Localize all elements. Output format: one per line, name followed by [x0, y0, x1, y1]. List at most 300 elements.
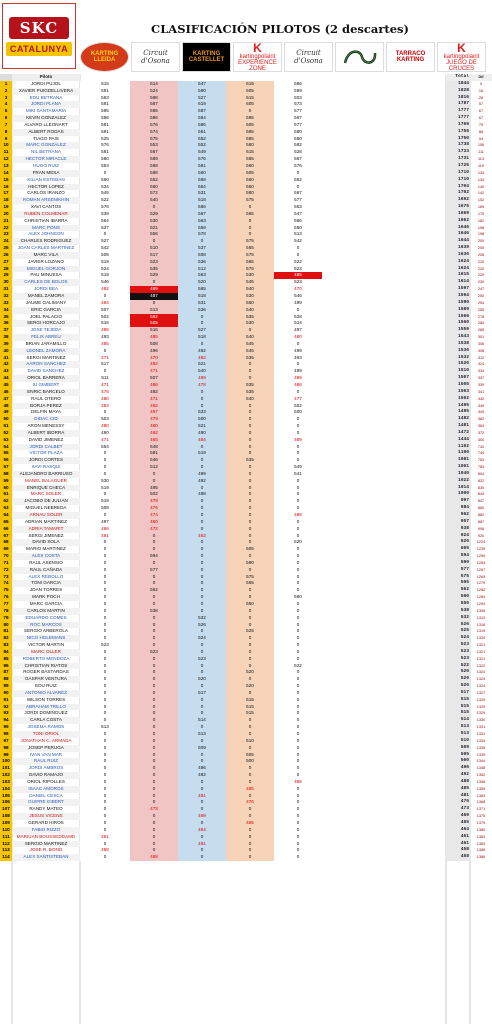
race-7-points-cell: [372, 731, 420, 738]
driver-name-cell: ISAAC AMOROS: [12, 786, 80, 793]
race-3-points-cell: 531: [178, 300, 226, 307]
race-6-points-cell: [322, 129, 372, 136]
driver-name-cell: WILSON TORRES: [26, 696, 66, 702]
track-outline-icon: [340, 45, 380, 69]
driver-name-cell: DAVID SANCHEZ: [27, 368, 65, 374]
race-1-points-cell: 0: [80, 820, 130, 827]
race-7-points-cell: [372, 272, 420, 279]
race-6-points-cell: [322, 642, 372, 649]
total-points-cell: 492: [446, 772, 470, 779]
total-points-cell: 1787: [446, 101, 470, 108]
race-7-points-cell: [372, 142, 420, 149]
total-points-cell: 565: [446, 580, 470, 587]
race-5-points-cell: 0: [274, 170, 322, 177]
points-gap-cell: 1279: [476, 581, 486, 586]
race-3-points-cell: 489: [178, 375, 226, 382]
race-3-points-cell: 0: [178, 519, 226, 526]
race-1-points-cell: 461: [80, 533, 130, 540]
race-4-points-cell: 575: [226, 238, 274, 245]
race-3-points-cell: 527: [178, 95, 226, 102]
race-7-points-cell: [372, 409, 420, 416]
race-4-points-cell: 615: [226, 81, 274, 88]
race-6-points-cell: [322, 382, 372, 389]
race-2-points-cell: 0: [130, 546, 178, 553]
race-4-points-cell: 580: [226, 142, 274, 149]
race-6-points-cell: [322, 307, 372, 314]
table-row: [0, 704, 492, 711]
race-7-points-cell: [372, 526, 420, 533]
table-row: [0, 546, 492, 553]
race-1-points-cell: 0: [80, 512, 130, 519]
race-3-points-cell: 563: [178, 272, 226, 279]
race-4-points-cell: 535: [226, 389, 274, 396]
points-gap-cell: 1254: [476, 560, 486, 565]
table-row: [0, 752, 492, 759]
position-cell: 81: [0, 628, 12, 635]
race-3-points-cell: 561: [178, 129, 226, 136]
race-7-points-cell: [372, 793, 420, 800]
driver-name-cell: MARC OLLER: [12, 649, 80, 656]
race-7-points-cell: [372, 745, 420, 752]
race-6-points-cell: [322, 663, 372, 670]
race-4-points-cell: 540: [226, 396, 274, 403]
position-cell: 76: [0, 594, 12, 601]
race-6-points-cell: [322, 136, 372, 143]
race-7-points-cell: [372, 389, 420, 396]
race-6-points-cell: [322, 485, 372, 492]
table-row: [0, 738, 492, 745]
total-points-cell: 1704: [446, 184, 470, 191]
race-4-points-cell: 0: [226, 635, 274, 642]
table-row: [0, 533, 492, 540]
race-2-points-cell: 556: [130, 231, 178, 238]
race-7-points-cell: [372, 580, 420, 587]
race-4-points-cell: 0: [226, 724, 274, 731]
race-4-points-cell: 585: [226, 129, 274, 136]
race-7-points-cell: [372, 533, 420, 540]
points-gap-cell: 1319: [476, 629, 486, 634]
race-7-points-cell: [372, 539, 420, 546]
race-1-points-cell: 493: [80, 334, 130, 341]
total-points-cell: 1636: [446, 252, 470, 259]
points-gap-cell: 1321: [476, 656, 486, 661]
race-2-points-cell: 0: [130, 724, 178, 731]
points-gap-cell: 278: [477, 314, 485, 319]
points-gap-cell: 1356: [476, 779, 486, 784]
race-1-points-cell: 0: [80, 806, 130, 813]
race-3-points-cell: 0: [178, 779, 226, 786]
race-5-points-cell: 488: [274, 512, 322, 519]
race-1-points-cell: 0: [80, 841, 130, 848]
race-3-points-cell: 531: [178, 190, 226, 197]
total-points-cell: 560: [446, 594, 470, 601]
race-4-points-cell: 0: [226, 361, 274, 368]
race-4-points-cell: 0: [226, 690, 274, 697]
race-3-points-cell: 0: [178, 539, 226, 546]
race-3-points-cell: 519: [178, 450, 226, 457]
race-5-points-cell: 542: [274, 238, 322, 245]
driver-name-cell: ORIOL BARRERA: [12, 375, 80, 382]
race-2-points-cell: 0: [130, 683, 178, 690]
track-logo: [335, 42, 384, 72]
race-7-points-cell: [372, 786, 420, 793]
table-row: [0, 758, 492, 765]
race-2-points-cell: 552: [130, 177, 178, 184]
race-6-points-cell: [322, 197, 372, 204]
points-gap-cell: 230: [477, 280, 485, 285]
race-4-points-cell: 0: [226, 498, 274, 505]
race-3-points-cell: 552: [178, 142, 226, 149]
race-1-points-cell: 466: [80, 526, 130, 533]
race-7-points-cell: [372, 252, 420, 259]
points-gap-cell: 920: [477, 533, 485, 538]
total-points-cell: 458: [446, 847, 470, 854]
race-4-points-cell: 0: [226, 793, 274, 800]
race-2-points-cell: 492: [130, 389, 178, 396]
race-6-points-cell: [322, 190, 372, 197]
race-1-points-cell: 0: [80, 587, 130, 594]
race-5-points-cell: 0: [274, 519, 322, 526]
race-2-points-cell: 586: [130, 115, 178, 122]
race-5-points-cell: 576: [274, 163, 322, 170]
points-gap-cell: 220: [477, 266, 485, 271]
race-2-points-cell: 0: [130, 765, 178, 772]
header-pos: [0, 74, 12, 81]
position-cell: 14: [0, 170, 12, 177]
race-1-points-cell: 0: [80, 710, 130, 717]
driver-name-cell: JONATHAN C. ARMADA: [20, 737, 72, 743]
race-6-points-cell: [322, 115, 372, 122]
race-7-points-cell: [372, 396, 420, 403]
position-cell: 80: [0, 622, 12, 629]
race-1-points-cell: 527: [80, 238, 130, 245]
race-3-points-cell: 536: [178, 307, 226, 314]
points-gap-cell: 1250: [476, 554, 486, 559]
race-4-points-cell: 0: [226, 416, 274, 423]
points-gap-cell: 57: [478, 102, 484, 107]
race-1-points-cell: 0: [80, 539, 130, 546]
total-points-cell: 525: [446, 628, 470, 635]
race-2-points-cell: 487: [130, 293, 178, 300]
position-cell: 91: [0, 697, 12, 704]
points-gap-cell: 1352: [476, 773, 486, 778]
race-6-points-cell: [322, 341, 372, 348]
race-2-points-cell: 516: [130, 327, 178, 334]
race-7-points-cell: [372, 129, 420, 136]
points-gap-cell: 1321: [476, 649, 486, 654]
race-1-points-cell: 539: [80, 211, 130, 218]
race-1-points-cell: 0: [80, 601, 130, 608]
points-gap-cell: 175: [477, 211, 485, 216]
race-5-points-cell: 541: [274, 471, 322, 478]
driver-name-cell: DAVID RAMAJO: [12, 772, 80, 779]
driver-name-cell: LEONEL ZAMORA: [12, 348, 80, 355]
table-row: [0, 177, 492, 184]
total-points-cell: 1559: [446, 327, 470, 334]
race-4-points-cell: 0: [226, 327, 274, 334]
points-gap-cell: 1383: [476, 834, 486, 839]
race-5-points-cell: 0: [274, 628, 322, 635]
race-3-points-cell: 567: [178, 211, 226, 218]
table-row: [0, 820, 492, 827]
race-7-points-cell: [372, 752, 420, 759]
race-3-points-cell: 481: [178, 793, 226, 800]
race-1-points-cell: 483: [80, 403, 130, 410]
total-points-cell: 957: [446, 519, 470, 526]
race-5-points-cell: 477: [274, 396, 322, 403]
race-1-points-cell: 615: [80, 81, 130, 88]
driver-name-cell: ALEX JOHNSON: [28, 231, 64, 237]
total-points-cell: 1710: [446, 177, 470, 184]
race-4-points-cell: 0: [226, 731, 274, 738]
race-1-points-cell: 549: [80, 190, 130, 197]
race-7-points-cell: [372, 464, 420, 471]
race-2-points-cell: 471: [130, 396, 178, 403]
race-7-points-cell: [372, 327, 420, 334]
points-gap-cell: 67: [478, 116, 484, 121]
race-4-points-cell: 0: [226, 622, 274, 629]
race-4-points-cell: 575: [226, 252, 274, 259]
driver-name-cell: JORDI BEA: [33, 286, 59, 292]
race-4-points-cell: 0: [226, 478, 274, 485]
total-points-cell: 1624: [446, 259, 470, 266]
race-3-points-cell: 484: [178, 437, 226, 444]
position-cell: 59: [0, 478, 12, 485]
race-6-points-cell: [322, 745, 372, 752]
race-2-points-cell: 478: [130, 498, 178, 505]
race-6-points-cell: [322, 355, 372, 362]
race-6-points-cell: [322, 690, 372, 697]
table-row: [0, 272, 492, 279]
race-3-points-cell: 496: [178, 765, 226, 772]
race-4-points-cell: 485: [226, 786, 274, 793]
race-4-points-cell: 0: [226, 505, 274, 512]
points-gap-cell: 847: [477, 499, 485, 504]
table-row: [0, 389, 492, 396]
race-3-points-cell: 469: [178, 813, 226, 820]
total-points-cell: 1731: [446, 156, 470, 163]
race-3-points-cell: 0: [178, 403, 226, 410]
position-cell: 32: [0, 293, 12, 300]
race-5-points-cell: 560: [274, 594, 322, 601]
race-7-points-cell: [372, 450, 420, 457]
table-row: [0, 656, 492, 663]
points-gap-cell: 822: [477, 478, 485, 483]
race-5-points-cell: 567: [274, 156, 322, 163]
race-2-points-cell: 0: [130, 533, 178, 540]
driver-name-cell: DELFIN MAYA: [31, 409, 61, 415]
race-2-points-cell: 0: [130, 635, 178, 642]
race-2-points-cell: 0: [130, 642, 178, 649]
race-1-points-cell: 0: [80, 628, 130, 635]
race-2-points-cell: 0: [130, 601, 178, 608]
position-cell: 24: [0, 238, 12, 245]
table-row: [0, 115, 492, 122]
driver-name-cell: TONI GARCIA: [12, 580, 80, 587]
race-4-points-cell: 476: [226, 799, 274, 806]
race-6-points-cell: [322, 772, 372, 779]
table-row: [0, 745, 492, 752]
table-row: [0, 416, 492, 423]
race-7-points-cell: [372, 635, 420, 642]
race-6-points-cell: [322, 163, 372, 170]
race-7-points-cell: [372, 560, 420, 567]
driver-name-cell: JOSE TEJEDA: [30, 327, 62, 333]
race-7-points-cell: [372, 724, 420, 731]
race-5-points-cell: 493: [274, 355, 322, 362]
race-2-points-cell: 0: [130, 758, 178, 765]
total-points-cell: 1597: [446, 286, 470, 293]
race-6-points-cell: [322, 430, 372, 437]
points-gap-cell: 362: [477, 417, 485, 422]
race-5-points-cell: 488: [274, 779, 322, 786]
race-5-points-cell: 566: [274, 218, 322, 225]
race-4-points-cell: 565: [226, 245, 274, 252]
table-row: [0, 348, 492, 355]
total-points-cell: 1081: [446, 457, 470, 464]
race-5-points-cell: 567: [274, 115, 322, 122]
race-3-points-cell: 0: [178, 752, 226, 759]
position-cell: 86: [0, 663, 12, 670]
race-5-points-cell: 0: [274, 847, 322, 854]
race-1-points-cell: 507: [80, 307, 130, 314]
total-points-cell: 1560: [446, 320, 470, 327]
driver-name-cell: PAU MINUESA: [30, 272, 62, 278]
race-1-points-cell: 595: [80, 108, 130, 115]
total-points-cell: 1614: [446, 279, 470, 286]
race-1-points-cell: 0: [80, 752, 130, 759]
race-2-points-cell: 577: [130, 567, 178, 574]
kartingpolaint-logo-line1: K: [253, 42, 262, 55]
race-2-points-cell: 512: [130, 464, 178, 471]
total-points-cell: 1844: [446, 81, 470, 88]
race-3-points-cell: 0: [178, 628, 226, 635]
race-7-points-cell: [372, 95, 420, 102]
race-7-points-cell: [372, 491, 420, 498]
race-7-points-cell: [372, 683, 420, 690]
driver-name-cell: CARLOS MARTIN: [12, 608, 80, 615]
driver-name-cell: MANEL BALAGUER: [25, 477, 67, 483]
table-row: [0, 854, 492, 861]
race-5-points-cell: 0: [274, 361, 322, 368]
race-2-points-cell: 0: [130, 745, 178, 752]
race-6-points-cell: [322, 293, 372, 300]
race-6-points-cell: [322, 635, 372, 642]
race-4-points-cell: 0: [226, 772, 274, 779]
position-cell: 68: [0, 539, 12, 546]
race-2-points-cell: 546: [130, 457, 178, 464]
points-gap-cell: 182: [477, 218, 485, 223]
race-4-points-cell: 540: [226, 334, 274, 341]
total-points-cell: 1510: [446, 368, 470, 375]
table-row: [0, 574, 492, 581]
table-row: [0, 190, 492, 197]
position-cell: 5: [0, 108, 12, 115]
race-7-points-cell: [372, 594, 420, 601]
race-3-points-cell: 559: [178, 225, 226, 232]
race-7-points-cell: [372, 211, 420, 218]
race-1-points-cell: 503: [80, 416, 130, 423]
driver-name-cell: BORJA PEREZ: [12, 403, 80, 410]
race-2-points-cell: 548: [130, 444, 178, 451]
table-row: [0, 676, 492, 683]
total-points-cell: 522: [446, 663, 470, 670]
position-cell: 102: [0, 772, 12, 779]
driver-name-cell: MARC VILA: [12, 252, 80, 259]
header-gap: Dif: [470, 74, 492, 81]
race-6-points-cell: [322, 211, 372, 218]
race-4-points-cell: 0: [226, 806, 274, 813]
driver-name-cell: JORDI CORTES: [12, 457, 80, 464]
race-4-points-cell: 535: [226, 457, 274, 464]
position-cell: 13: [0, 163, 12, 170]
race-6-points-cell: [322, 245, 372, 252]
driver-name-cell: ANTONIO ALVAREZ: [12, 690, 80, 697]
driver-name-cell: XAVI CANTOS: [30, 204, 62, 210]
race-4-points-cell: 510: [226, 738, 274, 745]
points-gap-cell: 16: [478, 88, 484, 93]
table-row: [0, 772, 492, 779]
race-3-points-cell: 0: [178, 738, 226, 745]
driver-name-cell: EDU BETRANA: [29, 94, 63, 100]
kartingpolaint-logo-2-line2: kartingpolaint: [443, 54, 480, 60]
race-6-points-cell: [322, 574, 372, 581]
points-gap-cell: 1327: [476, 690, 486, 695]
race-5-points-cell: 523: [274, 266, 322, 273]
race-4-points-cell: 0: [226, 717, 274, 724]
race-6-points-cell: [322, 594, 372, 601]
driver-name-cell: JORDI PLANA: [12, 101, 80, 108]
race-3-points-cell: 0: [178, 758, 226, 765]
race-4-points-cell: 505: [226, 752, 274, 759]
race-6-points-cell: [322, 81, 372, 88]
race-2-points-cell: 0: [130, 793, 178, 800]
race-6-points-cell: [322, 149, 372, 156]
race-3-points-cell: 560: [178, 170, 226, 177]
race-1-points-cell: 546: [80, 279, 130, 286]
karting-castellet-logo-line2: CASTELLET: [188, 57, 225, 63]
race-3-points-cell: 0: [178, 560, 226, 567]
total-points-cell: 538: [446, 608, 470, 615]
driver-name-cell: EDUARDO COMES: [25, 614, 67, 620]
race-6-points-cell: [322, 184, 372, 191]
driver-name-cell: IU GIMBERT: [32, 381, 60, 387]
race-2-points-cell: 508: [130, 341, 178, 348]
race-3-points-cell: 587: [178, 108, 226, 115]
driver-name-cell: VICTOR PLAZA: [29, 450, 63, 456]
race-7-points-cell: [372, 546, 420, 553]
race-1-points-cell: 596: [80, 115, 130, 122]
race-6-points-cell: [322, 108, 372, 115]
table-row: [0, 649, 492, 656]
race-2-points-cell: 562: [130, 314, 178, 321]
table-row: [0, 560, 492, 567]
position-cell: 97: [0, 738, 12, 745]
table-row: [0, 464, 492, 471]
race-6-points-cell: [322, 786, 372, 793]
position-cell: 7: [0, 122, 12, 129]
points-gap-cell: 1320: [476, 636, 486, 641]
race-3-points-cell: 0: [178, 649, 226, 656]
driver-name-cell: JACOBO DE JULIAN: [12, 498, 80, 505]
total-points-cell: 465: [446, 820, 470, 827]
position-cell: 31: [0, 286, 12, 293]
race-1-points-cell: 458: [80, 847, 130, 854]
race-5-points-cell: 0: [274, 553, 322, 560]
position-cell: 46: [0, 389, 12, 396]
race-2-points-cell: 462: [130, 430, 178, 437]
race-2-points-cell: 502: [130, 491, 178, 498]
